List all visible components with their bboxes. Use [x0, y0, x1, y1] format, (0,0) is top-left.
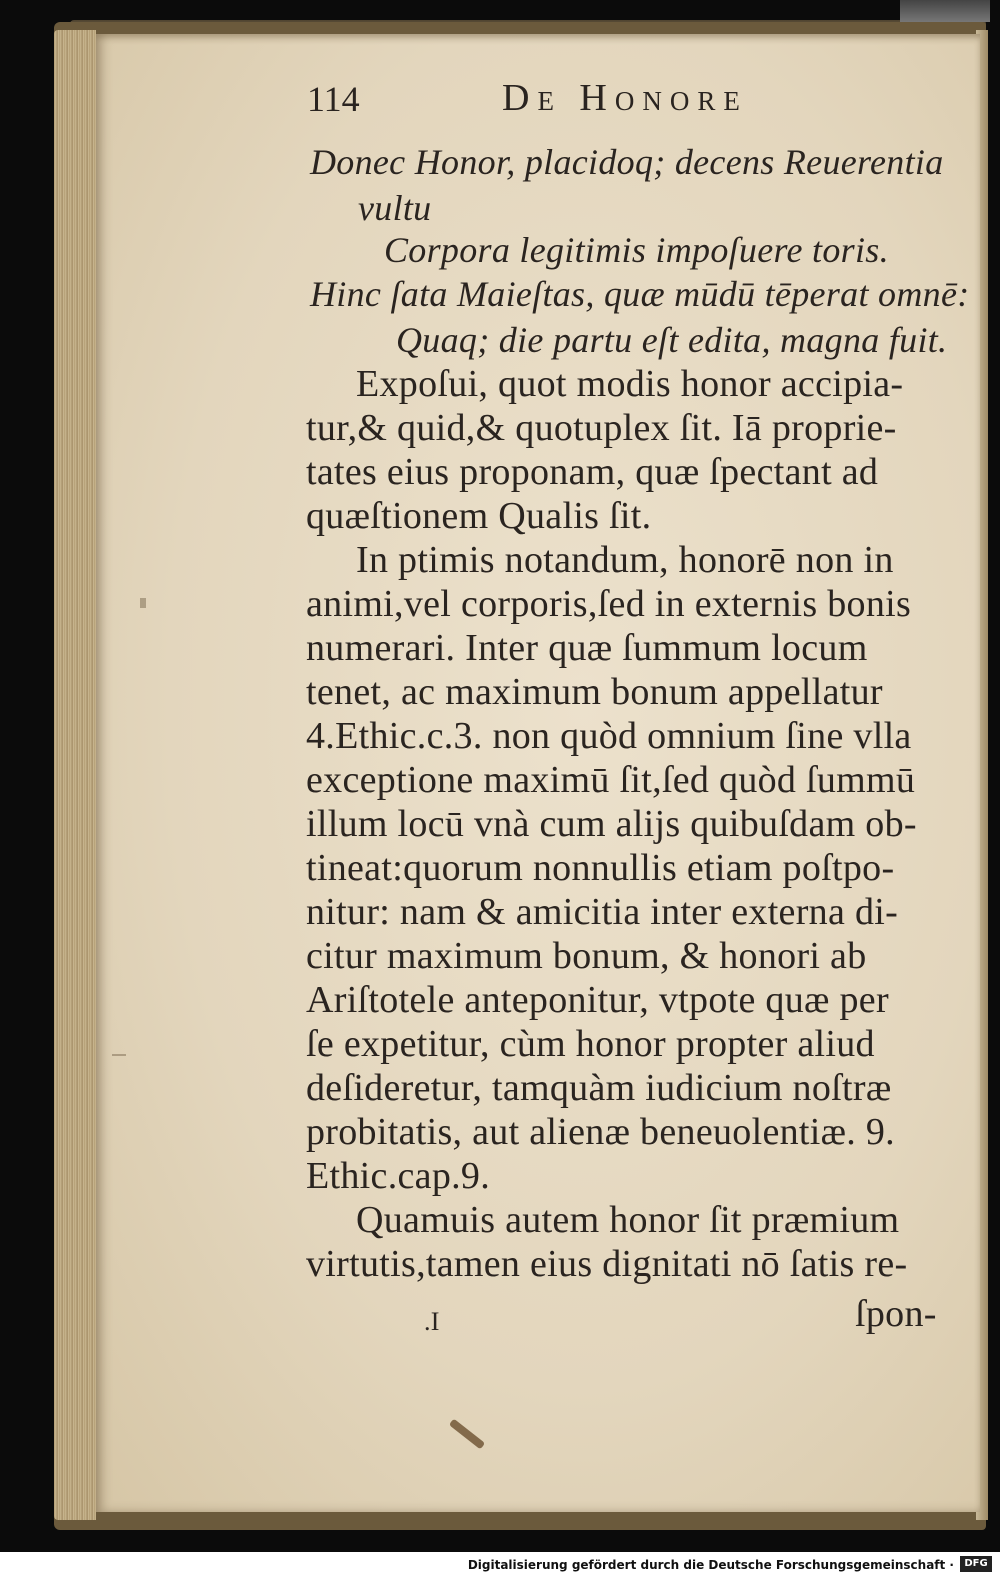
body-line: nitur: nam & amicitia inter externa di- [306, 891, 899, 933]
dfg-logo: DFG [960, 1556, 992, 1572]
page-edges [54, 30, 96, 1520]
body-line: tates eius proponam, quæ ſpectant ad [306, 451, 879, 493]
margin-speck [140, 598, 146, 608]
margin-speck [112, 1054, 126, 1056]
page-number: 114 [307, 79, 360, 119]
body-line: Expoſui, quot modis honor accipia- [356, 363, 904, 405]
body-line: citur maximum bonum, & honori ab [306, 935, 867, 977]
verse-line: Corpora legitimis impoſuere toris. [384, 230, 889, 270]
body-line: Quamuis autem honor ſit præmium [356, 1199, 900, 1241]
verse-line: Donec Honor, placidoq; decens Reuerentia [310, 142, 944, 182]
body-line: numerari. Inter quæ ſummum locum [306, 627, 868, 669]
body-line: Ariſtotele anteponitur, vtpote quæ per [306, 979, 889, 1021]
body-line: Ethic.cap.9. [306, 1155, 491, 1197]
body-line: tenet, ac maximum bonum appellatur [306, 671, 883, 713]
verse-line: Hinc ſata Maieſtas, quæ mūdū tēperat omnē: [310, 274, 970, 314]
catchword: ſpon- [855, 1293, 937, 1335]
body-line: tineat:quorum nonnullis etiam poſtpo- [306, 847, 895, 889]
signature-mark: .I [424, 1307, 440, 1336]
body-line: virtutis,tamen eius dignitati nō ſatis re- [306, 1243, 908, 1285]
body-line: deſideretur, tamquàm iudicium noſtræ [306, 1067, 892, 1109]
body-line: tur,& quid,& quotuplex ſit. Iā proprie- [306, 407, 897, 449]
verse-line: vultu [358, 188, 432, 228]
body-line: quæſtionem Qualis ſit. [306, 495, 652, 537]
body-line: 4.Ethic.c.3. non quòd omnium ſine vlla [306, 715, 912, 757]
body-line: probitatis, aut alienæ beneuolentiæ. 9. [306, 1111, 895, 1153]
funding-credit: Digitalisierung gefördert durch die Deutsche Forschungsgemeinschaft · [467, 1558, 954, 1572]
body-line: ſe expetitur, cùm honor propter aliud [306, 1023, 875, 1065]
running-title: De Honore [502, 77, 748, 119]
body-line: In ptimis notandum, honorē non in [356, 539, 894, 581]
body-line: animi,vel corporis,ſed in externis bonis [306, 583, 912, 625]
verse-line: Quaq; die partu eſt edita, magna fuit. [396, 320, 948, 360]
body-line: illum locū vnà cum alijs quibuſdam ob- [306, 803, 917, 845]
book-corner [900, 0, 990, 22]
body-line: exceptione maximū ſit,ſed quòd ſummū [306, 759, 916, 801]
